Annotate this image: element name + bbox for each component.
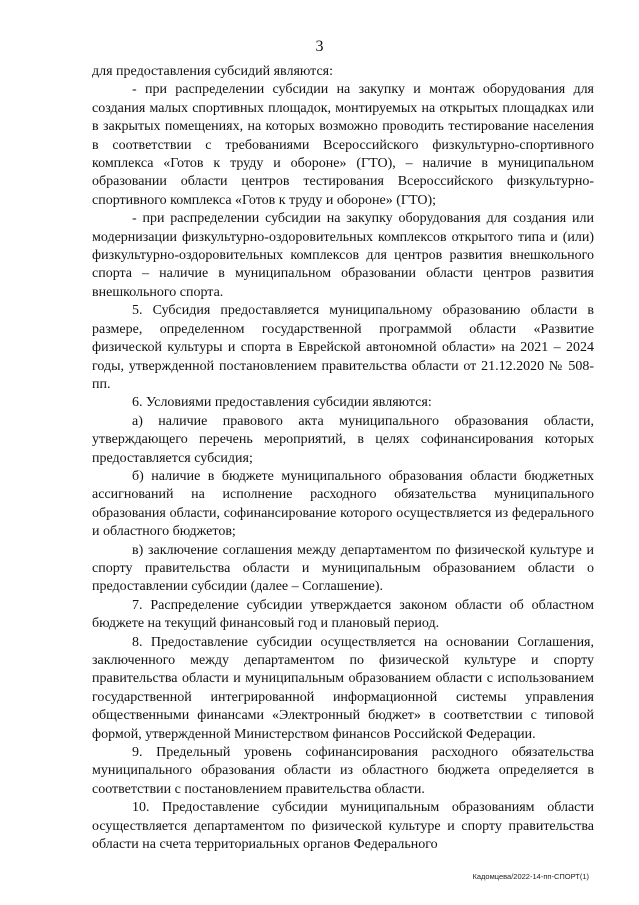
paragraph-item-8: 8. Предоставление субсидии осуществляется на основании Соглашения, заключенного между департаментом по физической культуре и спорту правительства области и муниципальным образованием области с использованием государственной интегрированной информационной системы управления общественными финансами «Электронный бюджет» в соответствии с типовой формой, утвержденной Министерством финансов Российской Федерации.	[92, 634, 594, 742]
paragraph-item-6b: б) наличие в бюджете муниципального образования области бюджетных ассигнований на исполнение расходного обязательства муниципального образования области, софинансирование которого осуществляется из федерального и областного бюджетов;	[92, 468, 594, 540]
paragraph-item-6a: а) наличие правового акта муниципального образования области, утверждающего перечень мероприятий, в целях софинансирования которых предоставляется субсидия;	[92, 413, 594, 466]
paragraph-item-9: 9. Предельный уровень софинансирования расходного обязательства муниципального образования области из областного бюджета определяется в соответствии с постановлением правительства области.	[92, 745, 594, 797]
document-body	[92, 63, 594, 854]
paragraph-item-5: 5. Субсидия предоставляется муниципальному образованию области в размере, определенном государственной программой области «Развитие физической культуры и спорта в Еврейской автономной области» на 2021 – 2024 годы, утвержденной постановлением правительства области от 21.12.2020 № 508-пп.	[92, 303, 594, 392]
paragraph-gto-centers: - при распределении субсидии на закупку и монтаж оборудования для создания малых спортивных площадок, монтируемых на открытых площадках или в закрытых помещениях, на которых возможно проводить тестирование населения в соответствии с требованиями Всероссийского физкультурно-спортивного комплекса «Готов к труду и обороне» (ГТО), – наличие в муниципальном образовании области центров тестирования Всероссийского физкультурно-спортивного комплекса «Готов к труду и обороне» (ГТО);	[92, 82, 594, 208]
document-footer-code: Кадомцева/2022-14-пп-СПОРТ(1)	[472, 872, 589, 881]
paragraph-item-6: 6. Условиями предоставления субсидии являются:	[132, 395, 432, 411]
paragraph-item-6v: в) заключение соглашения между департаментом по физической культуре и спорту правительства области и муниципальным образованием области о предоставлении субсидии (далее – Соглашение).	[92, 542, 594, 595]
paragraph-item-7: 7. Распределение субсидии утверждается законом области об областном бюджете на текущий финансовый год и плановый период.	[92, 597, 594, 632]
page-number: 3	[315, 38, 324, 55]
paragraph-sport-centers: - при распределении субсидии на закупку оборудования для создания или модернизации физкультурно-оздоровительных комплексов открытого типа и (или) физкультурно-оздоровительных комплексов для центров развития внешкольного спорта – наличие в муниципальном образовании области центров развития внешкольного спорта.	[92, 211, 594, 300]
paragraph-item-10: 10. Предоставление субсидии муниципальным образованиям области осуществляется департаментом по физической культуре и спорту правительства области на счета территориальных органов Федерального	[92, 800, 594, 853]
paragraph-continuation: для предоставления субсидий являются:	[92, 64, 333, 79]
